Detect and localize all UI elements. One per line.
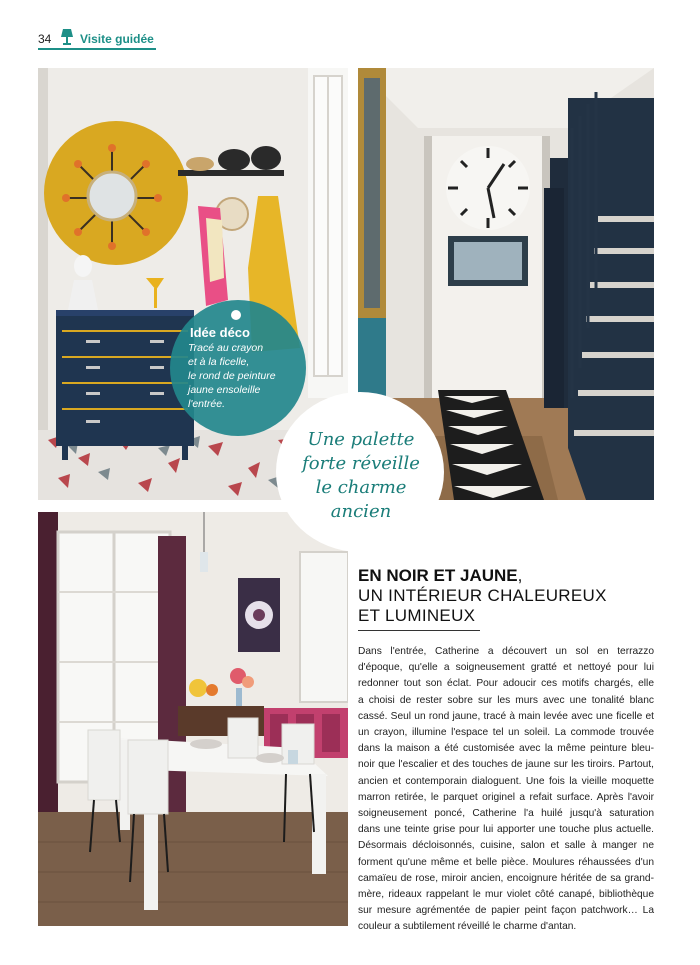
tip-title: Idée déco: [190, 325, 250, 340]
page-number: 34: [38, 32, 52, 46]
body-line: dans la maison a été customisée avec la même peinture bleu-: [358, 743, 654, 755]
dining-room-illustration: [38, 512, 348, 926]
header-rule: [38, 48, 156, 50]
title-rule: [358, 630, 480, 631]
headline-line: Une palette: [307, 429, 415, 450]
tip-line: et à la ficelle,: [188, 356, 250, 368]
body-line: ancien et contemporain dialoguent. Une fois la vieille moquette: [358, 775, 654, 787]
article-title: [358, 566, 522, 586]
headline-line: ancien: [330, 501, 392, 522]
body-line: marron retirée, le parquet originel a refait surface. Après l'avoir: [358, 791, 654, 803]
body-line: camaïeu de rose, miroir ancien, encoignure héritée de sa grand-: [358, 872, 654, 884]
body-line: soigneusement poncé, Catherine l'a huilé jusqu'à saturation: [358, 808, 654, 819]
body-line: d'époque, qu'elle a soigneusement gratté et nettoyé pour lui: [358, 662, 654, 674]
tip-line: le rond de peinture: [188, 370, 276, 382]
body-line: Désormais décloisonnés, cuisine, salon et salle à manger ne: [358, 840, 654, 852]
body-line: dans une teinte grise pour lui apporter une touche plus actuelle.: [358, 824, 654, 836]
article-subtitle-line: UN INTÉRIEUR CHALEUREUX: [358, 586, 607, 605]
tip-line: l'entrée.: [188, 398, 226, 410]
article-title-bold: EN NOIR ET JAUNE: [358, 566, 518, 585]
article-subtitle-line: ET LUMINEUX: [358, 606, 476, 625]
body-line: redonner tout son éclat. Pour adoucir ces motifs chargés, elle: [358, 678, 654, 690]
lamp-icon: [60, 28, 74, 46]
article-title-comma: ,: [517, 566, 523, 585]
body-line: noir que l'escalier et des touches de jaune sur les tiroirs. Partout,: [358, 759, 654, 771]
page-header: [38, 30, 158, 52]
body-line: a choisi de rester sobre sur les murs avec une tonalité blanc: [358, 694, 654, 706]
photo-dining-room: [38, 512, 348, 926]
body-line: sur mesure agrémentée de papier peint façon patchwork… La: [358, 905, 654, 917]
tip-bubble: [170, 300, 306, 436]
body-line: mère, rideaux rappelant le mur violet côté canapé, bibliothèque: [358, 889, 654, 900]
body-line: forment qu'une même et belle pièce. Moulures réhaussées d'un: [358, 856, 654, 868]
section-title: Visite guidée: [80, 32, 154, 46]
tip-dot-icon: [231, 310, 241, 320]
tip-line: Tracé au crayon: [188, 342, 264, 354]
body-line: cassé. Seul un rond jaune, tracé à main levée avec une ficelle et: [358, 710, 654, 722]
body-line: couleur a subtilement réveillé le charme d'antan.: [358, 921, 577, 933]
headline-line: le charme: [315, 477, 407, 498]
body-line: un crayon, illumine l'espace tel un soleil. La commode trouvée: [358, 727, 654, 738]
body-line: Dans l'entrée, Catherine a découvert un sol en terrazzo: [358, 646, 654, 657]
tip-line: jaune ensoleille: [188, 384, 261, 396]
headline-line: forte réveille: [302, 453, 420, 474]
